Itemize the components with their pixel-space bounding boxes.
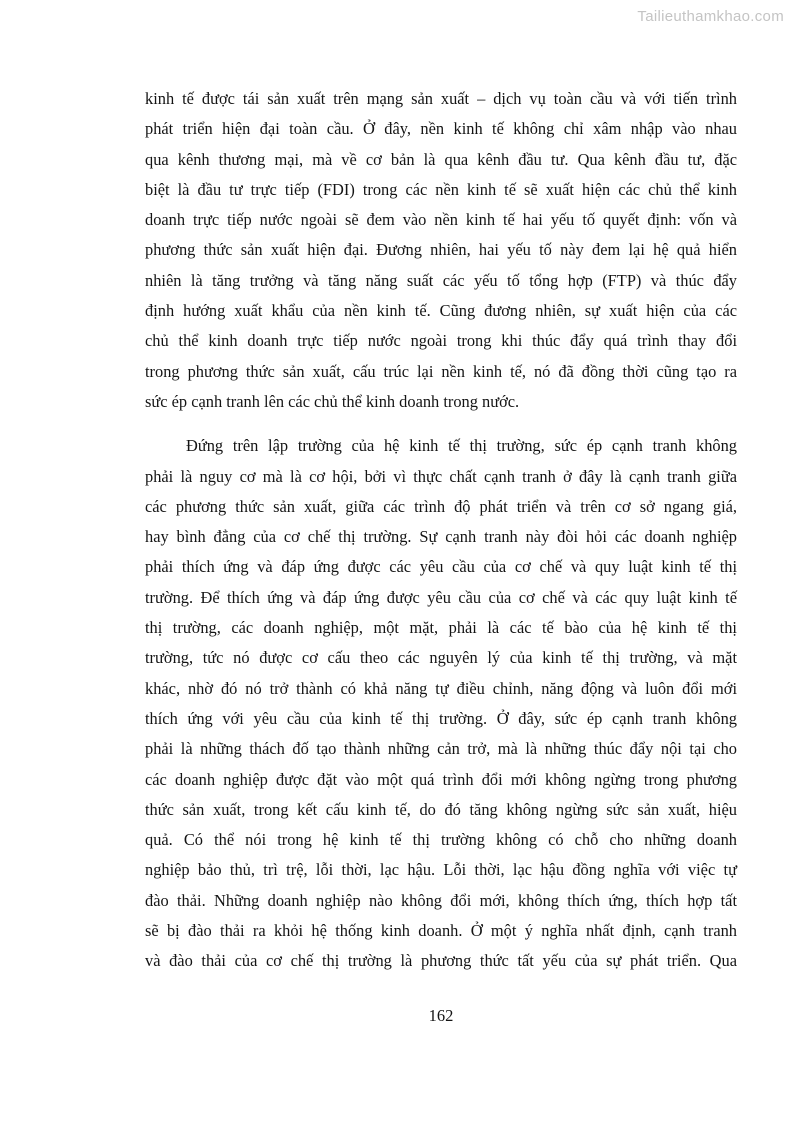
text-block — [145, 84, 737, 977]
text-line: phương thức sản xuất hiện đại. Đương nhiên, hai yếu tố này đem lại hệ quả hiển — [145, 240, 737, 260]
text-line: sức ép cạnh tranh lên các chủ thể kinh doanh trong nước. — [145, 391, 520, 411]
text-line: biệt là đầu tư trực tiếp (FDI) trong các nền kinh tế sẽ xuất hiện các chủ thể kinh — [145, 179, 737, 199]
text-line: khác, nhờ đó nó trở thành có khả năng tự điều chỉnh, năng động và luôn đổi mới — [145, 678, 737, 698]
text-line: thức sản xuất, trong kết cấu kinh tế, do đó tăng không ngừng sức sản xuất, hiệu — [145, 799, 737, 819]
text-line: phải là những thách đố tạo thành những cản trở, mà là những thúc đẩy nội tại cho — [145, 739, 737, 759]
text-line: các doanh nghiệp được đặt vào một quá trình đổi mới không ngừng trong phương — [145, 769, 737, 789]
text-line: doanh trực tiếp nước ngoài sẽ đem vào nền kinh tế hai yếu tố quyết định: vốn và — [145, 210, 737, 230]
text-line: chủ thể kinh doanh trực tiếp nước ngoài trong khi thúc đẩy quá trình thay đổi — [145, 331, 737, 351]
paragraph — [145, 84, 737, 417]
text-line: thị trường, các doanh nghiệp, một mặt, phải là các tế bào của hệ kinh tế thị — [145, 618, 737, 638]
text-line: qua kênh thương mại, mà về cơ bản là qua kênh đầu tư. Qua kênh đầu tư, đặc — [145, 149, 737, 169]
text-line: thích ứng với yêu cầu của kinh tế thị trường. Ở đây, sức ép cạnh tranh không — [145, 708, 737, 728]
text-line: kinh tế được tái sản xuất trên mạng sản xuất – dịch vụ toàn cầu và với tiến trình — [145, 89, 737, 108]
paragraph — [145, 431, 737, 976]
text-line: nhiên là tăng trưởng và tăng năng suất các yếu tố tổng hợp (FTP) và thúc đẩy — [145, 270, 737, 290]
text-line: phát triển hiện đại toàn cầu. Ở đây, nền kinh tế không chỉ xâm nhập vào nhau — [145, 119, 737, 139]
text-line: các phương thức sản xuất, giữa các trình độ phát triển và trên cơ sở ngang giá, — [145, 496, 737, 516]
text-line: quả. Có thể nói trong hệ kinh tế thị trường không có chỗ cho những doanh — [145, 830, 737, 850]
text-line: nghiệp bảo thủ, trì trệ, lỗi thời, lạc hậu. Lỗi thời, lạc hậu đồng nghĩa với việc tự — [145, 860, 737, 880]
page-number: 162 — [428, 1006, 454, 1025]
watermark: Tailieuthamkhao.com — [637, 8, 784, 25]
text-line: Đứng trên lập trường của hệ kinh tế thị trường, sức ép cạnh tranh không — [186, 436, 737, 456]
text-line: trường, tức nó được cơ cấu theo các nguyên lý của kinh tế thị trường, và mặt — [145, 648, 737, 668]
text-line: và đào thải của cơ chế thị trường là phương thức tất yếu của sự phát triển. Qua — [145, 951, 737, 971]
text-line: trường. Để thích ứng và đáp ứng được yêu cầu của cơ chế và các quy luật kinh tế — [145, 587, 737, 607]
text-line: định hướng xuất khẩu của nền kinh tế. Cũng đương nhiên, sự xuất hiện của các — [145, 301, 737, 321]
text-line: phải thích ứng và đáp ứng được các yêu cầu của cơ chế và quy luật kinh tế thị — [145, 557, 737, 577]
text-line: hay bình đẳng của cơ chế thị trường. Sự cạnh tranh này đòi hỏi các doanh nghiệp — [145, 527, 737, 547]
text-line: sẽ bị đào thải ra khỏi hệ thống kinh doanh. Ở một ý nghĩa nhất định, cạnh tranh — [145, 921, 737, 941]
text-line: đào thải. Những doanh nghiệp nào không đổi mới, không thích ứng, thích hợp tất — [145, 890, 737, 910]
text-line: phải là nguy cơ mà là cơ hội, bởi vì thực chất cạnh tranh ở đây là cạnh tranh giữa — [145, 466, 737, 486]
text-line: trong phương thức sản xuất, cấu trúc lại nền kinh tế, nó đã đồng thời cũng tạo ra — [145, 361, 737, 381]
